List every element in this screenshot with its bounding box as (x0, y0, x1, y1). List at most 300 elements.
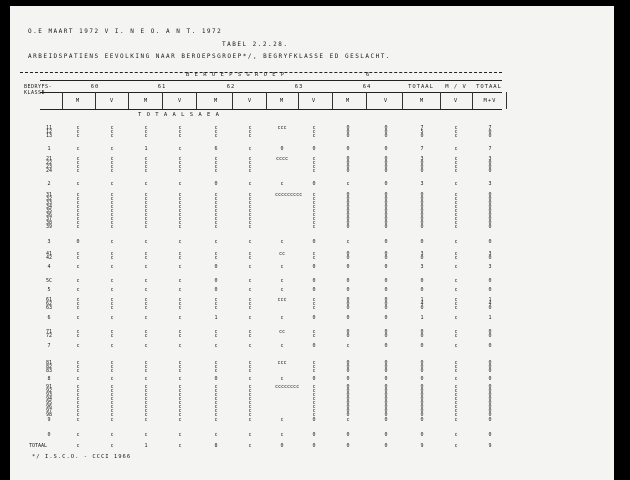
table-cell: c (110, 181, 114, 187)
table-title: ARBEIDSPATIENS EEVOLKING NAAR BEROEPSGROEP*/, BEGRYFKLASSE ED GESLACHT. (28, 53, 391, 60)
row-label: 81 82 83 (45, 360, 53, 374)
table-cell: c c c (312, 125, 316, 139)
table-cell: c (454, 264, 458, 270)
table-cell: c (144, 432, 148, 438)
column-divider (95, 92, 96, 109)
table-cell: 0 0 0 (488, 360, 492, 374)
table-cell: 0 0 (346, 251, 350, 261)
column-divider (232, 92, 233, 109)
table-cell: c c (214, 329, 218, 339)
table-cell: c c c (76, 125, 80, 139)
table-cell: 1 (420, 315, 424, 321)
table-cell: c (144, 181, 148, 187)
table-cell: 0 (384, 343, 388, 349)
table-cell: c c c (312, 360, 316, 374)
footnote: */ I.S.C.O. - CCCI 1966 (32, 454, 132, 460)
row-label: TOTAAL (28, 443, 48, 449)
table-cell: c (178, 239, 182, 245)
table-cell: ccc (277, 125, 287, 131)
table-cell: cc (278, 251, 286, 257)
column-divider (402, 92, 403, 109)
table-cell: 0 (384, 278, 388, 284)
table-cell: c c (110, 251, 114, 261)
row-label-heading: BEDRYFS- KLASSE (24, 84, 53, 96)
row-label: 1 (47, 146, 51, 152)
table-cell: 0 (488, 287, 492, 293)
table-cell: 0 (420, 376, 424, 382)
table-cell: 0 (384, 239, 388, 245)
table-cell: 3 (488, 181, 492, 187)
table-cell: c (76, 146, 80, 152)
table-cell: 0 (420, 432, 424, 438)
table-cell: 0 (214, 278, 218, 284)
section-heading: T O T A A L S A E A (138, 112, 220, 118)
table-cell: c (144, 287, 148, 293)
header-rule-2 (40, 92, 502, 93)
table-cell: ccccccccc (275, 192, 303, 198)
table-cell: c c c (76, 360, 80, 374)
table-cell: 9 (420, 443, 424, 449)
table-cell: 0 (312, 287, 316, 293)
table-cell: 0 (384, 181, 388, 187)
table-cell: c c c (312, 297, 316, 311)
row-label: 5 (47, 287, 51, 293)
table-cell: c (110, 376, 114, 382)
table-cell: c c c c c c c c c (144, 192, 148, 230)
table-cell: 0 0 (384, 251, 388, 261)
table-cell: c c c c c c c c (214, 384, 218, 418)
table-cell: 0 (384, 315, 388, 321)
table-cell: c (144, 239, 148, 245)
table-cell: c (454, 146, 458, 152)
table-cell: 0 (346, 443, 350, 449)
table-cell: 3 0 0 0 (488, 156, 492, 174)
column-divider (440, 92, 441, 109)
table-cell: 0 0 (346, 329, 350, 339)
table-cell: 1 (144, 146, 148, 152)
table-cell: c (76, 278, 80, 284)
table-cell: c c c (178, 360, 182, 374)
table-cell: 0 0 0 0 0 0 0 0 (420, 384, 424, 418)
table-cell: ccc (277, 297, 287, 303)
table-cell: 0 0 0 0 (346, 156, 350, 174)
table-cell: c (110, 146, 114, 152)
table-cell: c (248, 443, 252, 449)
table-cell: 0 0 (488, 329, 492, 339)
group-header: 64 (362, 84, 372, 90)
sub-header: M (279, 98, 285, 104)
table-cell: c c (454, 329, 458, 339)
table-cell: c (248, 239, 252, 245)
table-cell: 3 0 (420, 251, 424, 261)
table-cell: 0 (346, 376, 350, 382)
table-cell: c c c c (214, 156, 218, 174)
table-cell: cc (278, 329, 286, 335)
table-cell: 7 (420, 146, 424, 152)
group-header: TOTAAL (476, 84, 502, 90)
table-cell: 3 (420, 181, 424, 187)
group-header: 63 (294, 84, 304, 90)
row-label: 7 (47, 343, 51, 349)
table-cell: 1 4 0 (488, 297, 492, 311)
table-cell: c (454, 376, 458, 382)
table-cell: c (178, 417, 182, 423)
row-label: 4 (47, 264, 51, 270)
table-cell: 0 (488, 239, 492, 245)
row-label: 61 62 63 (45, 297, 53, 311)
table-cell: 0 (420, 287, 424, 293)
table-cell: 0 (312, 376, 316, 382)
row-label: 21 22 23 24 (45, 156, 53, 174)
table-cell: 0 (420, 239, 424, 245)
table-cell: c c c c c c c c c (454, 192, 458, 230)
table-cell: c (110, 315, 114, 321)
sub-header: V (109, 98, 115, 104)
table-cell: 0 0 0 (346, 125, 350, 139)
table-cell: c c (178, 251, 182, 261)
sub-header: M (75, 98, 81, 104)
table-cell: c c c c c c c c (178, 384, 182, 418)
table-cell: c (346, 239, 350, 245)
table-cell: c (280, 181, 284, 187)
table-cell: 0 (312, 432, 316, 438)
column-divider (128, 92, 129, 109)
table-cell: c (144, 278, 148, 284)
table-cell: c c c (214, 360, 218, 374)
table-cell: ccc (277, 360, 287, 366)
table-cell: c (280, 239, 284, 245)
table-cell: c c c (144, 360, 148, 374)
table-cell: 0 0 0 (384, 297, 388, 311)
header-rule-3 (40, 109, 502, 110)
table-cell: 0 (312, 181, 316, 187)
table-cell: c (346, 181, 350, 187)
table-cell: c (248, 417, 252, 423)
table-cell: c (214, 343, 218, 349)
table-cell: c (76, 181, 80, 187)
table-cell: c c c c (144, 156, 148, 174)
sub-header: M (345, 98, 351, 104)
table-cell: c (76, 343, 80, 349)
table-cell: c (178, 343, 182, 349)
group-header: 60 (90, 84, 100, 90)
sub-header: V (383, 98, 389, 104)
table-cell: 3 0 (488, 251, 492, 261)
sub-header: V (311, 98, 317, 104)
table-cell: c c c c c c c c (144, 384, 148, 418)
table-cell: c c c (144, 125, 148, 139)
table-cell: 0 (488, 376, 492, 382)
table-cell: c (280, 315, 284, 321)
header-left: O.E MAART 1972 V I. N E O. A N T. 1972 (28, 28, 223, 35)
beroepsgroep-number: 6 (366, 72, 371, 78)
table-cell: c (280, 343, 284, 349)
table-cell: 6 (214, 146, 218, 152)
table-cell: 0 0 0 0 (384, 156, 388, 174)
table-cell: 0 (346, 264, 350, 270)
table-cell: 1 4 0 (420, 297, 424, 311)
table-cell: c c c c (76, 156, 80, 174)
table-cell: 7 0 0 (488, 125, 492, 139)
table-cell: c (178, 376, 182, 382)
table-cell: c c c c (312, 156, 316, 174)
table-cell: c (76, 376, 80, 382)
table-cell: c (110, 278, 114, 284)
table-cell: c (248, 264, 252, 270)
table-cell: c (110, 264, 114, 270)
sub-header: M (143, 98, 149, 104)
table-cell: c (280, 432, 284, 438)
table-number: TABEL 2.2.28. (222, 41, 289, 48)
table-cell: c c c c (110, 156, 114, 174)
table-cell: c (76, 443, 80, 449)
table-cell: c (110, 432, 114, 438)
table-cell: c c c c c c c c (312, 384, 316, 418)
table-cell: c c (214, 251, 218, 261)
table-cell: 0 0 0 (384, 360, 388, 374)
table-cell: 0 (384, 146, 388, 152)
column-divider (332, 92, 333, 109)
table-cell: 0 0 0 0 0 0 0 0 (384, 384, 388, 418)
table-cell: 0 0 0 (420, 360, 424, 374)
group-header: M / V (445, 84, 467, 90)
table-cell: c (110, 287, 114, 293)
row-label: 3 (47, 239, 51, 245)
table-cell: c c c (454, 297, 458, 311)
table-cell: c c c c c c c c c (248, 192, 252, 230)
table-cell: 0 0 0 0 0 0 0 0 0 (346, 192, 350, 230)
table-cell: 0 0 (420, 329, 424, 339)
table-cell: 0 (312, 146, 316, 152)
table-cell: c (454, 443, 458, 449)
beroepsgroep-heading: B E R O E P S G R O E P (186, 72, 286, 78)
table-cell: c (144, 264, 148, 270)
sub-header: M+V (483, 98, 497, 104)
row-label: 31 32 33 34 35 36 37 38 39 (45, 192, 53, 230)
table-cell: c c c (110, 125, 114, 139)
table-cell: c c c c c c c c c (312, 192, 316, 230)
row-label: 5C (45, 278, 53, 284)
table-cell: c (280, 287, 284, 293)
scanned-page (10, 6, 614, 480)
table-cell: c (280, 278, 284, 284)
table-cell: c c c c (178, 156, 182, 174)
group-header: 62 (226, 84, 236, 90)
column-divider (62, 92, 63, 109)
column-divider (366, 92, 367, 109)
table-cell: c c (76, 329, 80, 339)
table-cell: c (214, 239, 218, 245)
column-divider (196, 92, 197, 109)
table-cell: c (76, 264, 80, 270)
table-cell: c (76, 417, 80, 423)
table-cell: c c c c (454, 156, 458, 174)
table-cell: c (248, 278, 252, 284)
table-cell: c c (178, 329, 182, 339)
table-cell: c (214, 432, 218, 438)
table-cell: 0 (384, 264, 388, 270)
table-cell: 0 (346, 278, 350, 284)
table-cell: c (454, 287, 458, 293)
table-cell: 0 (420, 278, 424, 284)
table-cell: 0 (346, 287, 350, 293)
table-cell: c (454, 315, 458, 321)
table-cell: 0 0 0 0 0 0 0 0 0 (488, 192, 492, 230)
table-cell: 0 (312, 443, 316, 449)
table-cell: c (248, 287, 252, 293)
table-cell: 0 (312, 315, 316, 321)
table-cell: 0 (312, 417, 316, 423)
table-cell: c c (248, 329, 252, 339)
table-cell: c (178, 146, 182, 152)
row-label: 2 (47, 181, 51, 187)
table-cell: c (110, 343, 114, 349)
table-cell: c c (312, 251, 316, 261)
table-cell: c c c (214, 297, 218, 311)
table-cell: c (144, 417, 148, 423)
table-cell: c (346, 417, 350, 423)
row-label: 91 92 93 94 95 96 97 98 (45, 384, 53, 418)
table-cell: 8 (214, 443, 218, 449)
table-cell: 0 (346, 315, 350, 321)
table-cell: c (454, 417, 458, 423)
table-cell: c (280, 264, 284, 270)
table-cell: c c c (214, 125, 218, 139)
table-cell: 0 (384, 432, 388, 438)
sub-header: M (419, 98, 425, 104)
table-cell: 0 (420, 417, 424, 423)
group-header: TOTAAL (408, 84, 434, 90)
table-cell: 0 0 0 0 0 0 0 0 0 (384, 192, 388, 230)
table-cell: c c c c c c c c c (214, 192, 218, 230)
table-cell: c (76, 432, 80, 438)
table-cell: 0 (214, 287, 218, 293)
table-cell: c c c c c c c c c (178, 192, 182, 230)
row-label: 9 (47, 417, 51, 423)
table-cell: c (346, 343, 350, 349)
table-cell: c (76, 315, 80, 321)
table-cell: c (248, 343, 252, 349)
table-cell: c c c c c c c c (76, 384, 80, 418)
table-cell: c c (144, 251, 148, 261)
table-cell: 0 (488, 417, 492, 423)
table-cell: 3 0 0 0 (420, 156, 424, 174)
sub-header: V (247, 98, 253, 104)
table-cell: c (178, 432, 182, 438)
row-label: 8 (47, 376, 51, 382)
table-cell: c c c c c c c c c (76, 192, 80, 230)
table-cell: c (178, 287, 182, 293)
table-cell: 0 (384, 287, 388, 293)
table-cell: c (178, 443, 182, 449)
header-rule-1 (40, 80, 502, 81)
table-cell: c (76, 287, 80, 293)
table-cell: c (214, 417, 218, 423)
table-cell: 7 (488, 146, 492, 152)
table-cell: c c c c c c c c (248, 384, 252, 418)
table-cell: 0 (214, 264, 218, 270)
row-label: 0 (47, 432, 51, 438)
table-cell: 0 0 0 0 0 0 0 0 (488, 384, 492, 418)
table-cell: 0 0 0 (346, 297, 350, 311)
table-cell: c c (454, 251, 458, 261)
column-divider (266, 92, 267, 109)
table-cell: 0 (280, 146, 284, 152)
table-cell: c (280, 376, 284, 382)
table-cell: c (178, 278, 182, 284)
table-cell: 0 (214, 181, 218, 187)
table-cell: c (248, 376, 252, 382)
table-cell: c c c (76, 297, 80, 311)
table-cell: c (454, 239, 458, 245)
table-cell: c c c (454, 125, 458, 139)
table-cell: c (178, 315, 182, 321)
table-cell: 0 (384, 417, 388, 423)
table-cell: 0 (76, 239, 80, 245)
table-cell: c c c (248, 360, 252, 374)
table-cell: c (178, 181, 182, 187)
table-cell: c (144, 343, 148, 349)
table-cell: cccccccc (275, 384, 300, 390)
table-cell: c (454, 432, 458, 438)
table-cell: 0 0 0 0 0 0 0 0 (346, 384, 350, 418)
table-cell: 0 0 (384, 329, 388, 339)
table-cell: c c (76, 251, 80, 261)
row-label: 41 42 (45, 251, 53, 261)
table-cell: 0 (384, 443, 388, 449)
table-cell: c (280, 417, 284, 423)
table-cell: 0 (312, 278, 316, 284)
table-cell: 3 (488, 264, 492, 270)
table-cell: 7 5 0 (420, 125, 424, 139)
table-cell: c c (144, 329, 148, 339)
table-cell: 0 (280, 443, 284, 449)
table-cell: c (110, 443, 114, 449)
table-cell: c (248, 146, 252, 152)
table-cell: c (454, 181, 458, 187)
column-divider (506, 92, 507, 109)
table-cell: c c (248, 251, 252, 261)
table-cell: 1 (214, 315, 218, 321)
table-cell: 1 (144, 443, 148, 449)
table-cell: 0 0 0 (384, 125, 388, 139)
table-cell: 1 (488, 315, 492, 321)
table-cell: 9 (488, 443, 492, 449)
table-cell: c c c (454, 360, 458, 374)
row-label: 6 (47, 315, 51, 321)
table-cell: 0 (420, 343, 424, 349)
table-cell: c (144, 376, 148, 382)
table-cell: c c c c (248, 156, 252, 174)
sub-header: M (213, 98, 219, 104)
table-cell: 0 (214, 376, 218, 382)
column-divider (472, 92, 473, 109)
table-cell: c (248, 181, 252, 187)
table-cell: 0 (488, 432, 492, 438)
sub-header: V (453, 98, 459, 104)
table-cell: 0 (312, 264, 316, 270)
table-cell: c (248, 432, 252, 438)
table-cell: 0 0 0 (346, 360, 350, 374)
table-cell: 0 (488, 343, 492, 349)
table-cell: cccc (275, 156, 289, 162)
table-cell: 0 (312, 239, 316, 245)
table-cell: c c c (144, 297, 148, 311)
table-cell: c c c (110, 297, 114, 311)
table-cell: c (248, 315, 252, 321)
column-divider (298, 92, 299, 109)
table-cell: c (110, 417, 114, 423)
